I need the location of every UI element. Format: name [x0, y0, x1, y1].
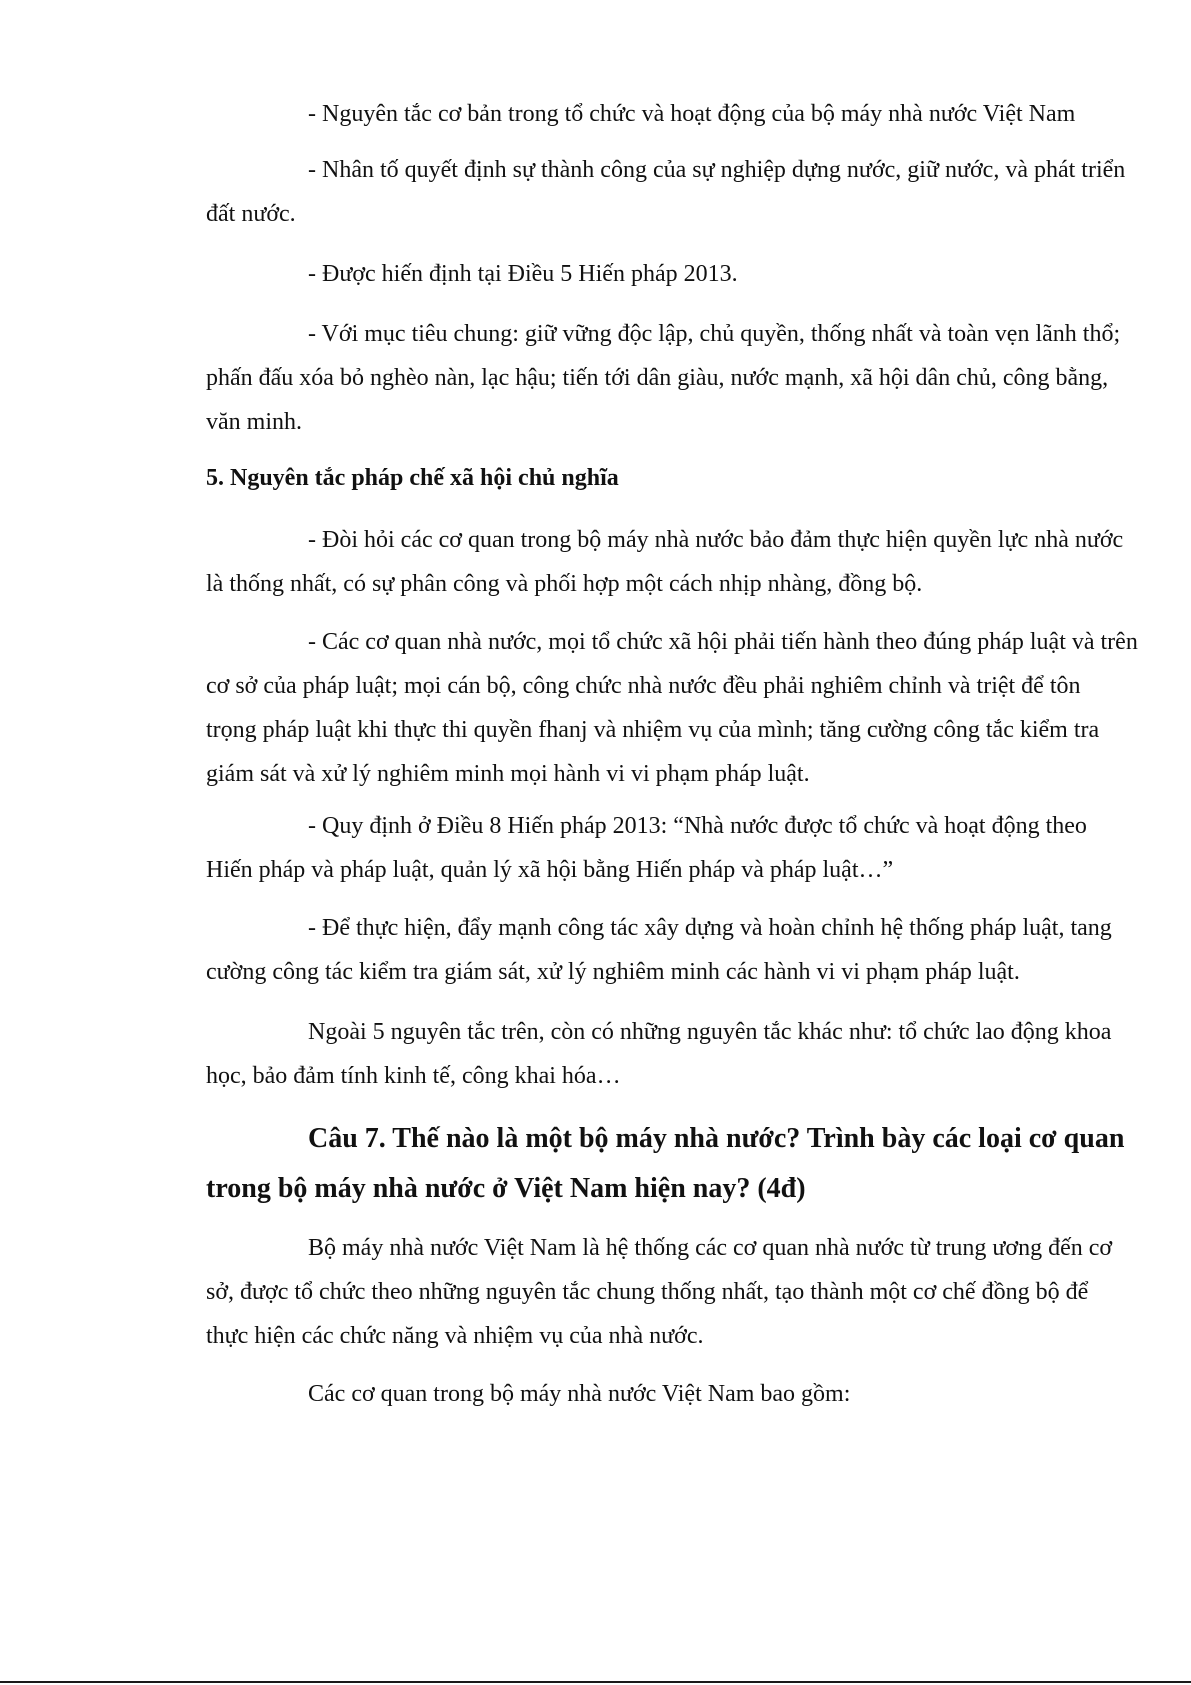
paragraph-constitution-article8 — [104, 804, 1104, 892]
text-line: Ngoài 5 nguyên tắc trên, còn có những nguyên tắc khác như: tổ chức lao động khoa — [308, 1019, 1112, 1045]
question-7-heading — [104, 1114, 1125, 1214]
text-line: - Quy định ở Điều 8 Hiến pháp 2013: “Nhà nước được tổ chức và hoạt động theo — [308, 813, 1087, 839]
page-bottom-rule — [0, 1681, 1191, 1683]
text-line: Các cơ quan trong bộ máy nhà nước Việt Nam bao gồm: — [308, 1381, 851, 1407]
text-line: trong bộ máy nhà nước ở Việt Nam hiện nay? (4đ) — [206, 1173, 806, 1204]
paragraph-state-agencies-law — [104, 620, 1138, 796]
text-line: - Nguyên tắc cơ bản trong tổ chức và hoạt động của bộ máy nhà nước Việt Nam — [308, 101, 1076, 127]
text-line: giám sát và xử lý nghiêm minh mọi hành vi vi phạm pháp luật. — [206, 761, 810, 787]
text-line: trọng pháp luật khi thực thi quyền fhanj và nhiệm vụ của mình; tăng cường công tắc kiểm tra — [206, 717, 1100, 743]
text-line: Câu 7. Thế nào là một bộ máy nhà nước? Trình bày các loại cơ quan — [308, 1123, 1125, 1154]
text-line: phấn đấu xóa bỏ nghèo nàn, lạc hậu; tiến tới dân giàu, nước mạnh, xã hội dân chủ, công bằng, — [206, 365, 1109, 391]
text-line: - Với mục tiêu chung: giữ vững độc lập, chủ quyền, thống nhất và toàn vẹn lãnh thổ; — [308, 321, 1121, 347]
section-heading-5: 5. Nguyên tắc pháp chế xã hội chủ nghĩa — [206, 465, 619, 491]
paragraph-state-apparatus-definition — [104, 1226, 1113, 1358]
text-line: - Đòi hỏi các cơ quan trong bộ máy nhà nước bảo đảm thực hiện quyền lực nhà nước — [308, 527, 1124, 553]
paragraph-agencies-include — [104, 1372, 1104, 1416]
text-line: - Được hiến định tại Điều 5 Hiến pháp 2013. — [308, 261, 738, 287]
text-line: đất nước. — [206, 201, 296, 227]
text-line: sở, được tổ chức theo những nguyên tắc chung thống nhất, tạo thành một cơ chế đồng bộ để — [206, 1279, 1089, 1305]
paragraph-principle-basic — [104, 92, 1104, 136]
paragraph-implementation — [104, 906, 1112, 994]
paragraph-decisive-factor — [104, 148, 1126, 236]
text-line: thực hiện các chức năng và nhiệm vụ của nhà nước. — [206, 1323, 704, 1349]
text-line: học, bảo đảm tính kinh tế, công khai hóa… — [206, 1063, 621, 1089]
text-line: - Nhân tố quyết định sự thành công của sự nghiệp dựng nước, giữ nước, và phát triển — [308, 157, 1126, 183]
paragraph-legality-requirement — [104, 518, 1124, 606]
text-line: văn minh. — [206, 409, 302, 435]
text-line: cơ sở của pháp luật; mọi cán bộ, công chức nhà nước đều phải nghiêm chỉnh và triệt để tôn — [206, 673, 1081, 699]
text-line: Bộ máy nhà nước Việt Nam là hệ thống các cơ quan nhà nước từ trung ương đến cơ — [308, 1235, 1113, 1261]
paragraph-constitution-article5 — [104, 252, 1104, 296]
text-line: là thống nhất, có sự phân công và phối hợp một cách nhịp nhàng, đồng bộ. — [206, 571, 923, 597]
text-line: - Để thực hiện, đẩy mạnh công tác xây dựng và hoàn chỉnh hệ thống pháp luật, tang — [308, 915, 1112, 941]
text-line: Hiến pháp và pháp luật, quản lý xã hội bằng Hiến pháp và pháp luật…” — [206, 857, 894, 883]
paragraph-other-principles — [104, 1010, 1112, 1098]
text-line: - Các cơ quan nhà nước, mọi tổ chức xã hội phải tiến hành theo đúng pháp luật và trên — [308, 629, 1138, 655]
text-line: cường công tác kiểm tra giám sát, xử lý nghiêm minh các hành vi vi phạm pháp luật. — [206, 959, 1020, 985]
paragraph-common-goal — [104, 312, 1121, 444]
